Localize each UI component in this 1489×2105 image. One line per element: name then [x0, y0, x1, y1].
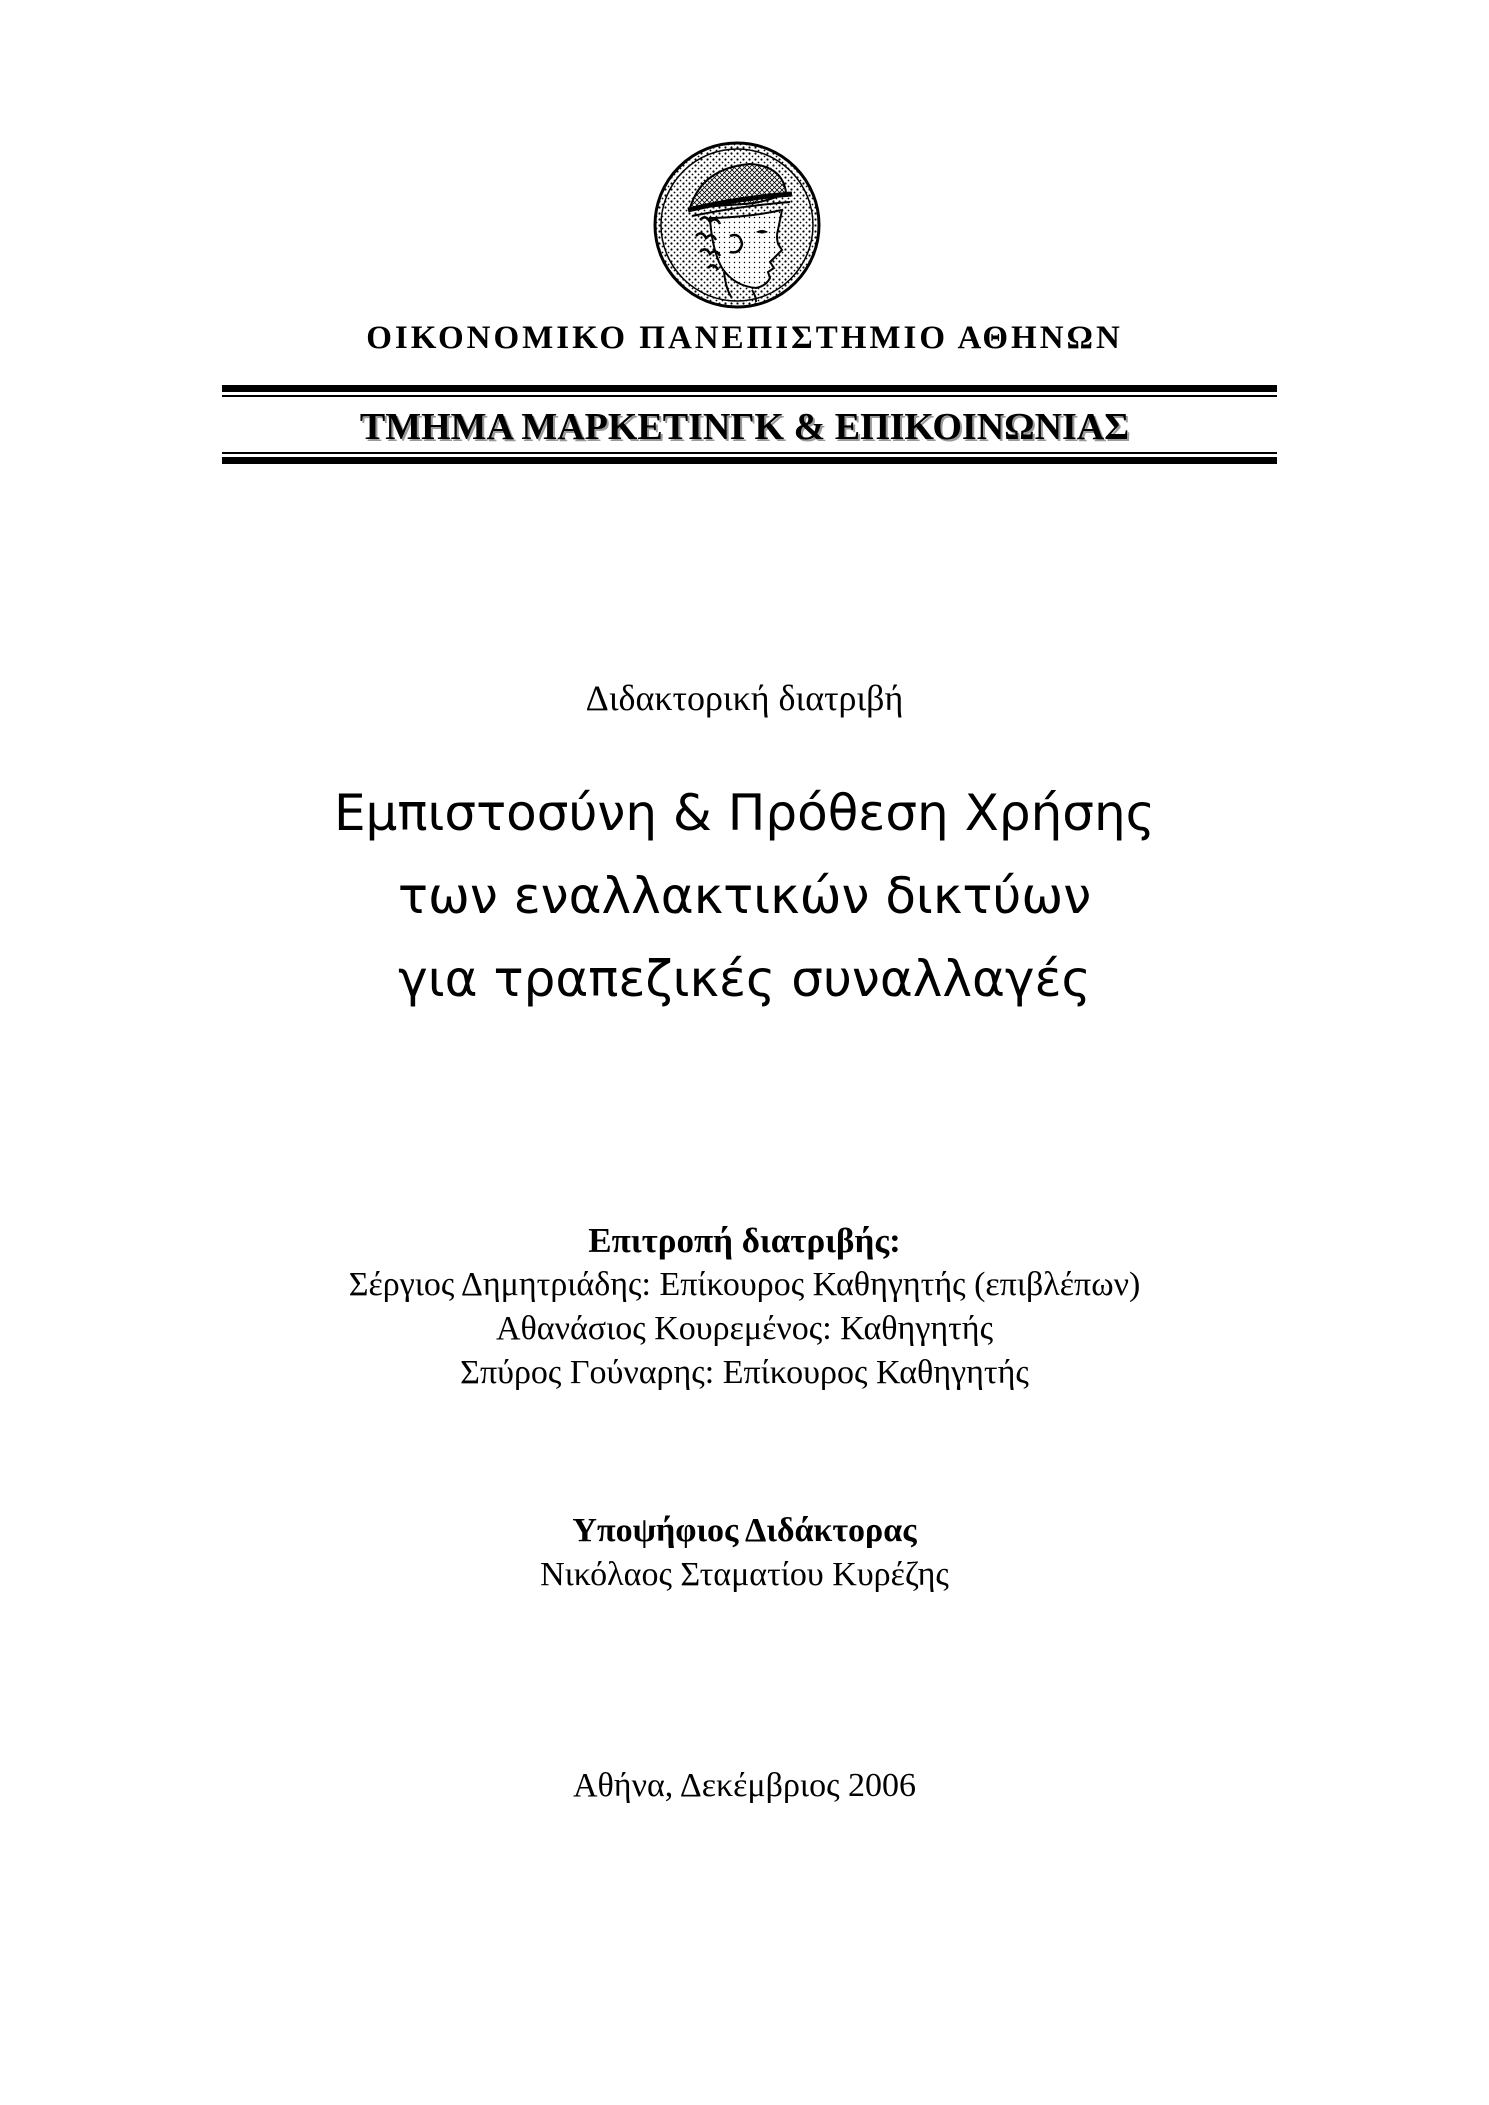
candidate-heading: Υποψήφιος Διδάκτορας [572, 1512, 917, 1549]
committee-member: Σπύρος Γούναρης: Επίκουρος Καθηγητής [460, 1354, 1029, 1391]
bottom-rule-thin [222, 452, 1277, 454]
thesis-title [0, 772, 1489, 1021]
thesis-title-line-3: για τραπεζικές συναλλαγές [398, 950, 1091, 1008]
thesis-title-line-1: Εμπιστοσύνη & Πρόθεση Χρήσης [333, 784, 1156, 842]
university-emblem-icon [652, 140, 822, 310]
university-name: ΟΙΚΟΝΟΜΙΚΟ ΠΑΝΕΠΙΣΤΗΜΙΟ ΑΘΗΝΩΝ [366, 320, 1123, 356]
top-rule-thick [222, 385, 1277, 392]
bottom-rule-thick [222, 457, 1277, 464]
thesis-title-line-2: των εναλλακτικών δικτύων [397, 867, 1092, 925]
place-date: Αθήνα, Δεκέμβριος 2006 [572, 1767, 917, 1804]
committee-heading: Επιτροπή διατριβής: [588, 1221, 901, 1260]
candidate-section [0, 1509, 1489, 1597]
department-name: ΤΜΗΜΑ ΜΑΡΚΕΤΙΝΓΚ & ΕΠΙΚΟΙΝΩΝΙΑΣ [359, 406, 1130, 448]
committee-member: Σέργιος Δημητριάδης: Επίκουρος Καθηγητής (επιβλέπων) [348, 1266, 1141, 1303]
candidate-name: Νικόλαος Σταματίου Κυρέζης [540, 1556, 949, 1593]
committee-member: Αθανάσιος Κουρεμένος: Καθηγητής [495, 1310, 994, 1347]
top-rule-thin [222, 395, 1277, 397]
committee-section [0, 1219, 1489, 1395]
document-type: Διδακτορική διατριβή [585, 678, 904, 718]
